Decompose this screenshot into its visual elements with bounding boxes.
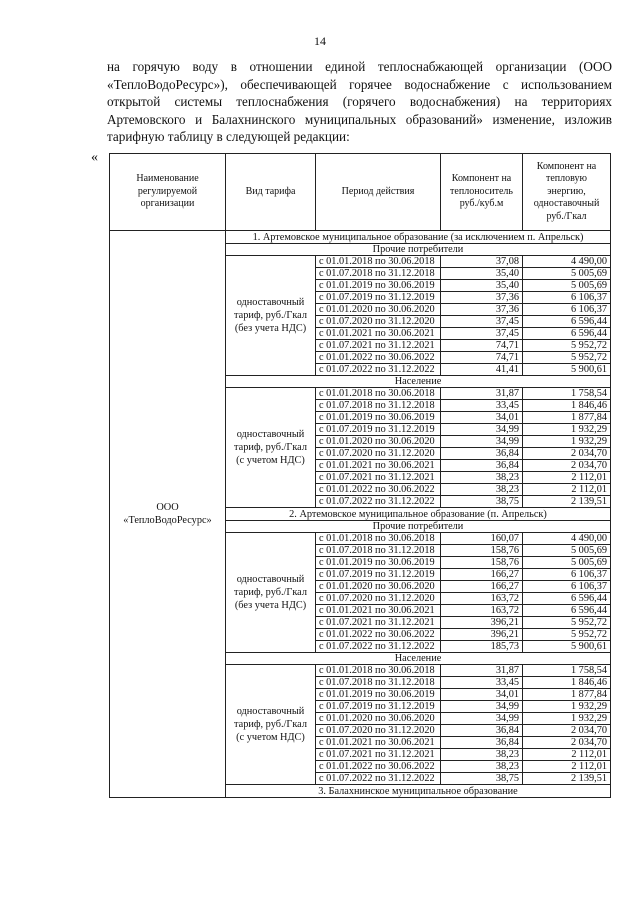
period-cell: с 01.01.2021 по 30.06.2021: [316, 737, 441, 749]
carrier-cell: 163,72: [441, 593, 523, 605]
period-cell: с 01.01.2018 по 30.06.2018: [316, 388, 441, 400]
energy-cell: 2 112,01: [523, 749, 611, 761]
carrier-cell: 36,84: [441, 725, 523, 737]
period-cell: с 01.01.2018 по 30.06.2018: [316, 256, 441, 268]
header-tariff: Вид тарифа: [226, 154, 316, 231]
carrier-cell: 38,23: [441, 472, 523, 484]
tariff-table: [109, 153, 611, 798]
carrier-cell: 34,01: [441, 412, 523, 424]
group-name: Прочие потребители: [226, 244, 611, 256]
carrier-cell: 158,76: [441, 545, 523, 557]
carrier-cell: 37,45: [441, 328, 523, 340]
group-name: Население: [226, 376, 611, 388]
period-cell: с 01.07.2018 по 31.12.2018: [316, 268, 441, 280]
carrier-cell: 37,45: [441, 316, 523, 328]
period-cell: с 01.07.2018 по 31.12.2018: [316, 677, 441, 689]
energy-cell: 2 034,70: [523, 460, 611, 472]
period-cell: с 01.07.2019 по 31.12.2019: [316, 424, 441, 436]
header-energy: Компонент на тепловую энергию, одноставочный руб./Гкал: [523, 154, 611, 231]
period-cell: с 01.01.2020 по 30.06.2020: [316, 304, 441, 316]
energy-cell: 1 758,54: [523, 665, 611, 677]
energy-cell: 5 952,72: [523, 617, 611, 629]
energy-cell: 1 758,54: [523, 388, 611, 400]
energy-cell: 4 490,00: [523, 533, 611, 545]
energy-cell: 6 596,44: [523, 593, 611, 605]
period-cell: с 01.01.2020 по 30.06.2020: [316, 436, 441, 448]
section-title: 3. Балахнинское муниципальное образование: [226, 785, 611, 798]
carrier-cell: 74,71: [441, 352, 523, 364]
group-name: Прочие потребители: [226, 521, 611, 533]
section-title: 1. Артемовское муниципальное образование (за исключением п. Апрельск): [226, 231, 611, 244]
period-cell: с 01.01.2018 по 30.06.2018: [316, 665, 441, 677]
period-cell: с 01.07.2019 по 31.12.2019: [316, 701, 441, 713]
carrier-cell: 166,27: [441, 569, 523, 581]
carrier-cell: 396,21: [441, 629, 523, 641]
header-carrier: Компонент на теплоноситель руб./куб.м: [441, 154, 523, 231]
header-period: Период действия: [316, 154, 441, 231]
energy-cell: 2 112,01: [523, 472, 611, 484]
carrier-cell: 160,07: [441, 533, 523, 545]
energy-cell: 1 932,29: [523, 436, 611, 448]
group-name: Население: [226, 653, 611, 665]
period-cell: с 01.07.2021 по 31.12.2021: [316, 340, 441, 352]
carrier-cell: 158,76: [441, 557, 523, 569]
energy-cell: 2 034,70: [523, 737, 611, 749]
energy-cell: 1 877,84: [523, 412, 611, 424]
carrier-cell: 41,41: [441, 364, 523, 376]
period-cell: с 01.07.2022 по 31.12.2022: [316, 641, 441, 653]
period-cell: с 01.07.2021 по 31.12.2021: [316, 749, 441, 761]
table-body: [110, 231, 611, 798]
carrier-cell: 185,73: [441, 641, 523, 653]
period-cell: с 01.07.2022 по 31.12.2022: [316, 364, 441, 376]
tariff-type-cell: одноставочный тариф, руб./Гкал (без учета НДС): [226, 533, 316, 653]
tariff-type-cell: одноставочный тариф, руб./Гкал (с учетом НДС): [226, 665, 316, 785]
period-cell: с 01.07.2021 по 31.12.2021: [316, 472, 441, 484]
energy-cell: 1 932,29: [523, 713, 611, 725]
energy-cell: 5 005,69: [523, 268, 611, 280]
carrier-cell: 163,72: [441, 605, 523, 617]
carrier-cell: 38,75: [441, 773, 523, 785]
energy-cell: 5 952,72: [523, 340, 611, 352]
energy-cell: 5 900,61: [523, 364, 611, 376]
carrier-cell: 166,27: [441, 581, 523, 593]
period-cell: с 01.07.2018 по 31.12.2018: [316, 545, 441, 557]
energy-cell: 2 112,01: [523, 761, 611, 773]
period-cell: с 01.01.2019 по 30.06.2019: [316, 557, 441, 569]
period-cell: с 01.01.2020 по 30.06.2020: [316, 581, 441, 593]
period-cell: с 01.07.2022 по 31.12.2022: [316, 496, 441, 508]
energy-cell: 1 846,46: [523, 677, 611, 689]
period-cell: с 01.07.2020 по 31.12.2020: [316, 316, 441, 328]
period-cell: с 01.07.2020 по 31.12.2020: [316, 725, 441, 737]
period-cell: с 01.01.2021 по 30.06.2021: [316, 328, 441, 340]
carrier-cell: 36,84: [441, 460, 523, 472]
section-row: [110, 231, 611, 244]
energy-cell: 5 005,69: [523, 545, 611, 557]
energy-cell: 2 112,01: [523, 484, 611, 496]
energy-cell: 6 596,44: [523, 316, 611, 328]
intro-paragraph: [107, 58, 612, 146]
period-cell: с 01.07.2020 по 31.12.2020: [316, 593, 441, 605]
carrier-cell: 31,87: [441, 388, 523, 400]
period-cell: с 01.01.2020 по 30.06.2020: [316, 713, 441, 725]
carrier-cell: 35,40: [441, 280, 523, 292]
period-cell: с 01.07.2022 по 31.12.2022: [316, 773, 441, 785]
energy-cell: 4 490,00: [523, 256, 611, 268]
period-cell: с 01.01.2022 по 30.06.2022: [316, 761, 441, 773]
period-cell: с 01.01.2022 по 30.06.2022: [316, 629, 441, 641]
carrier-cell: 37,36: [441, 292, 523, 304]
period-cell: с 01.07.2019 по 31.12.2019: [316, 569, 441, 581]
carrier-cell: 38,23: [441, 749, 523, 761]
energy-cell: 6 106,37: [523, 304, 611, 316]
period-cell: с 01.01.2021 по 30.06.2021: [316, 605, 441, 617]
carrier-cell: 34,99: [441, 436, 523, 448]
energy-cell: 5 005,69: [523, 557, 611, 569]
opening-quote: «: [91, 150, 98, 165]
period-cell: с 01.07.2019 по 31.12.2019: [316, 292, 441, 304]
energy-cell: 2 139,51: [523, 773, 611, 785]
carrier-cell: 34,99: [441, 701, 523, 713]
period-cell: с 01.01.2019 по 30.06.2019: [316, 689, 441, 701]
carrier-cell: 37,08: [441, 256, 523, 268]
carrier-cell: 33,45: [441, 400, 523, 412]
carrier-cell: 36,84: [441, 448, 523, 460]
energy-cell: 1 932,29: [523, 424, 611, 436]
period-cell: с 01.01.2022 по 30.06.2022: [316, 352, 441, 364]
period-cell: с 01.01.2019 по 30.06.2019: [316, 412, 441, 424]
carrier-cell: 34,99: [441, 713, 523, 725]
energy-cell: 2 034,70: [523, 448, 611, 460]
carrier-cell: 38,75: [441, 496, 523, 508]
carrier-cell: 36,84: [441, 737, 523, 749]
energy-cell: 2 034,70: [523, 725, 611, 737]
energy-cell: 1 877,84: [523, 689, 611, 701]
carrier-cell: 74,71: [441, 340, 523, 352]
period-cell: с 01.07.2020 по 31.12.2020: [316, 448, 441, 460]
section-title: 2. Артемовское муниципальное образование (п. Апрельск): [226, 508, 611, 521]
tariff-type-cell: одноставочный тариф, руб./Гкал (без учета НДС): [226, 256, 316, 376]
period-cell: с 01.01.2018 по 30.06.2018: [316, 533, 441, 545]
energy-cell: 6 596,44: [523, 328, 611, 340]
period-cell: с 01.01.2019 по 30.06.2019: [316, 280, 441, 292]
energy-cell: 1 932,29: [523, 701, 611, 713]
carrier-cell: 38,23: [441, 484, 523, 496]
period-cell: с 01.01.2022 по 30.06.2022: [316, 484, 441, 496]
carrier-cell: 38,23: [441, 761, 523, 773]
carrier-cell: 31,87: [441, 665, 523, 677]
carrier-cell: 35,40: [441, 268, 523, 280]
energy-cell: 5 952,72: [523, 352, 611, 364]
carrier-cell: 396,21: [441, 617, 523, 629]
intro-text: на горячую воду в отношении единой теплоснабжающей организации (ООО «ТеплоВодоРесурс»), обеспечивающей горячее водоснабжение с использованием открытой системы теплоснабжения (горячего водоснабжения) на территориях Артемовского и Балахнинского муниципальных образований» изменение, изложив тарифную таблицу в следующей редакции:: [107, 59, 612, 145]
period-cell: с 01.01.2021 по 30.06.2021: [316, 460, 441, 472]
energy-cell: 6 106,37: [523, 581, 611, 593]
energy-cell: 1 846,46: [523, 400, 611, 412]
header-org: Наименование регулируемой организации: [110, 154, 226, 231]
tariff-type-cell: одноставочный тариф, руб./Гкал (с учетом НДС): [226, 388, 316, 508]
carrier-cell: 37,36: [441, 304, 523, 316]
header-row: [110, 154, 611, 231]
period-cell: с 01.07.2018 по 31.12.2018: [316, 400, 441, 412]
organization-cell: ООО «ТеплоВодоРесурс»: [110, 231, 226, 798]
page-number: 14: [314, 34, 326, 48]
energy-cell: 6 596,44: [523, 605, 611, 617]
carrier-cell: 34,01: [441, 689, 523, 701]
energy-cell: 5 005,69: [523, 280, 611, 292]
carrier-cell: 34,99: [441, 424, 523, 436]
period-cell: с 01.07.2021 по 31.12.2021: [316, 617, 441, 629]
energy-cell: 5 900,61: [523, 641, 611, 653]
energy-cell: 5 952,72: [523, 629, 611, 641]
energy-cell: 2 139,51: [523, 496, 611, 508]
energy-cell: 6 106,37: [523, 569, 611, 581]
carrier-cell: 33,45: [441, 677, 523, 689]
energy-cell: 6 106,37: [523, 292, 611, 304]
